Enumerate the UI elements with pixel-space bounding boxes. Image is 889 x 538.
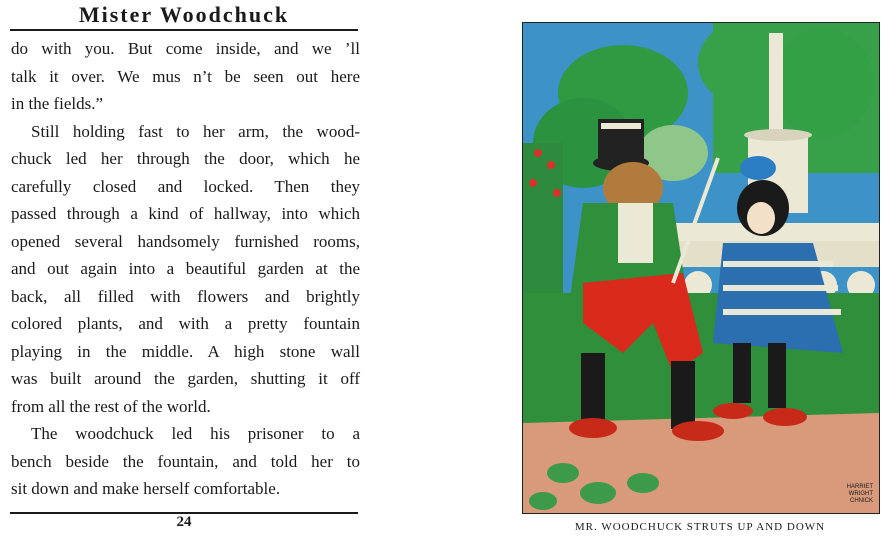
paragraph-line: in the fields.” bbox=[11, 94, 104, 113]
paragraph-line: from all the rest of the world. bbox=[11, 396, 211, 416]
artist-signature: HARRIET WRIGHT CHNICK bbox=[846, 484, 873, 504]
illustration bbox=[523, 23, 879, 513]
running-head: Mister Woodchuck bbox=[78, 2, 290, 27]
paragraph-line: passed through a kind of hallway, into which bbox=[11, 204, 360, 223]
paragraph-line: carefully closed and locked. Then they bbox=[11, 176, 360, 196]
page-number: 24 bbox=[176, 514, 192, 530]
paragraph-line: colored plants, and with a pretty fountain bbox=[11, 314, 360, 333]
paragraph-line: back, all filled with flowers and brightly bbox=[11, 286, 360, 306]
paragraph-line: Still holding fast to her arm, the wood- bbox=[31, 121, 360, 141]
header-rule bbox=[10, 29, 358, 31]
paragraph-line: playing in the middle. A high stone wall bbox=[11, 341, 360, 361]
paragraph-line: sit down and make herself comfortable. bbox=[11, 479, 281, 498]
paragraph-line: chuck led her through the door, which he bbox=[11, 149, 360, 168]
paragraph-line: The woodchuck led his prisoner to a bbox=[31, 424, 360, 443]
left-page bbox=[0, 0, 372, 538]
right-page bbox=[372, 0, 889, 538]
paragraph-line: was built around the garden, shutting it off bbox=[11, 369, 360, 388]
paragraph-line: and out again into a beautiful garden at the bbox=[11, 259, 360, 278]
body-text bbox=[11, 35, 360, 503]
paragraph-line: talk it over. We mus n’t be seen out here bbox=[11, 66, 360, 86]
paragraph-line: bench beside the fountain, and told her to bbox=[11, 451, 360, 471]
illustration-caption: MR. WOODCHUCK STRUTS UP AND DOWN bbox=[574, 521, 826, 533]
flower-bush bbox=[523, 143, 563, 293]
paragraph-line: opened several handsomely furnished rooms, bbox=[11, 231, 360, 251]
illustration-plate bbox=[522, 22, 880, 514]
paragraph-line: do with you. But come inside, and we ’ll bbox=[11, 39, 360, 58]
